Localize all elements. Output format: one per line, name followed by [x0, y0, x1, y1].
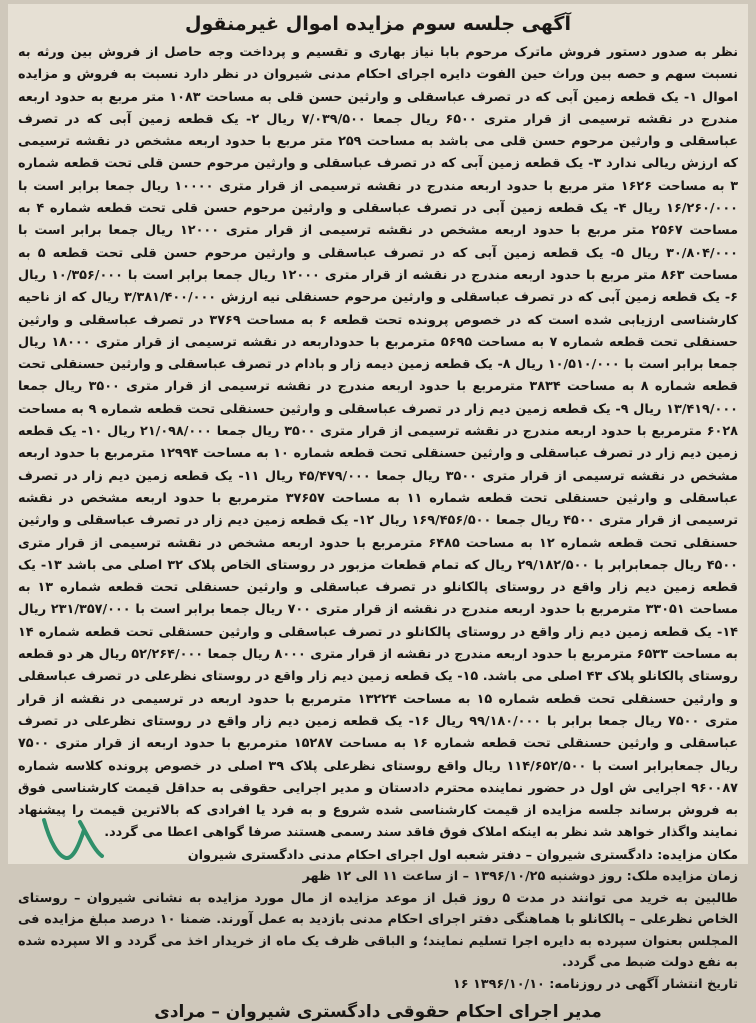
- auction-place: مکان مزایده: دادگستری شیروان – دفتر شعبه اول اجرای احکام مدنی دادگستری شیروان: [187, 847, 738, 863]
- notice-title: آگهی جلسه سوم مزایده اموال غیرمنقول: [185, 13, 571, 35]
- signature-line: مدیر اجرای احکام حقوقی دادگستری شیروان – مرادی: [154, 1002, 602, 1023]
- notice-sheet: [8, 4, 748, 1023]
- notice-body: نظر به صدور دستور فروش ماترک مرحوم بابا نیاز بهاری و تقسیم و پرداخت وجه حاصل از فروش بین ورثه به نسبت سهم و حصه بین وراث حین الفوت دایره اجرای احکام مدنی شیروان در نظر دارد نسبت به فروش و مزایده اموال ۱- یک قطعه زمین آبی که در تصرف عباسقلی و وارثین حسن قلی به مساحت ۱۰۸۳ متر مربع به حدود اربعه مندرج در نقشه ترسیمی از قرار متری ۶۵۰۰ ریال جمعا ۷/۰۳۹/۵۰۰ ریال ۲- یک قطعه زمین آبی که در تصرف عباسقلی و وارثین مرحوم حسن قلی می باشد به مساحت ۲۵۹ متر مربع با حدود اربعه مشخص در نقشه ترسیمی که ارزش ریالی ندارد ۳- یک قطعه زمین آبی که در تصرف عباسقلی و وارثین مرحوم حسن قلی تحت قطعه شماره ۳ به مساحت ۱۶۲۶ متر مربع با حدود اربعه مندرج در نقشه ترسیمی از قرار متری ۱۰۰۰۰ ریال جمعا برابر است با ۱۶/۲۶۰/۰۰۰ ریال ۴- یک قطعه زمین آبی در تصرف عباسقلی و وارثین مرحوم حسن قلی تحت قطعه شماره ۴ به مساحت ۲۵۶۷ متر مربع با حدود اربعه مشخص در نقشه ترسیمی از قرار متری ۱۲۰۰۰ ریال جمعا برابر است با ۳۰/۸۰۴/۰۰۰ ریال ۵- یک قطعه زمین آبی که در تصرف عباسقلی و وارثین مرحوم حسن قلی تحت قطعه ۵ به مساحت ۸۶۳ متر مربع با حدود اربعه مندرج در نقشه از قرار متری ۱۲۰۰۰ ریال جمعا برابر است با ۱۰/۳۵۶/۰۰۰ ریال ۶- یک قطعه زمین آبی که در تصرف عباسقلی و وارثین مرحوم حسنقلی نیه ارزش ۳/۳۸۱/۴۰۰/۰۰۰ ریال که از ناحیه کارشناسی ارزیابی شده است که در خصوص پرونده تحت قطعه ۶ به مساحت ۳۷۶۹ در تصرف عباسقلی و وارثین حسنقلی تحت قطعه شماره ۷ به مساحت ۵۶۹۵ مترمربع با حدوداربعه در نقشه ترسیمی از قرار متری ۱۸۰۰۰ ریال جمعا برابر است با ۱۰/۵۱۰/۰۰۰ ریال ۸- یک قطعه زمین دیمه زار و بادام در تصرف عباسقلی و وارثین حسنقلی تحت قطعه شماره ۸ به مساحت ۳۸۳۴ مترمربع با حدود اربعه مندرج در نقشه ترسیمی از قرار متری ۳۵۰۰ ریال جمعا ۱۳/۴۱۹/۰۰۰ ریال ۹- یک قطعه زمین دیم زار در تصرف عباسقلی و وارثین حسنقلی تحت قطعه شماره ۹ به مساحت ۶۰۲۸ مترمربع با حدود اربعه مندرج در نقشه ترسیمی از قرار متری ۳۵۰۰ ریال جمعا ۲۱/۰۹۸/۰۰۰ ریال ۱۰- یک قطعه زمین دیم زار در تصرف عباسقلی و وارثین حسنقلی تحت قطعه شماره ۱۰ به مساحت ۱۲۹۹۴ مترمربع با حدود اربعه مشخص در نقشه ترسیمی از قرار متری ۳۵۰۰ ریال جمعا ۴۵/۴۷۹/۰۰۰ ریال ۱۱- یک قطعه زمین دیم زار در تصرف عباسقلی و وارثین حسنقلی تحت قطعه شماره ۱۱ به مساحت ۳۷۶۵۷ مترمربع با حدود اربعه مشخص در نقشه ترسیمی از قرار متری ۴۵۰۰ ریال جمعا ۱۶۹/۴۵۶/۵۰۰ ریال ۱۲- یک قطعه زمین دیم زار در تصرف عباسقلی و وارثین حسنقلی تحت قطعه شماره ۱۲ به مساحت ۶۴۸۵ مترمربع با حدود اربعه مشخص در نقشه ترسیمی از قرار متری ۴۵۰۰ ریال جمعابرابر با ۲۹/۱۸۲/۵۰۰ ریال که تمام قطعات مزبور در روستای الخاص پلاک ۳۲ اصلی می باشد ۱۳- یک قطعه زمین دیم زار واقع در روستای پالکانلو در تصرف عباسقلی و وارثین حسنقلی تحت قطعه شماره ۱۳ به مساحت ۳۳۰۵۱ مترمربع با حدود اربعه مندرج در نقشه از قرار متری ۷۰۰ ریال جمعا برابر است با ۲۳۱/۳۵۷/۰۰۰ ریال ۱۴- یک قطعه زمین دیم زار واقع در روستای پالکانلو در تصرف عباسقلی و وارثین حسنقلی تحت قطعه شماره ۱۴ به مساحت ۶۵۳۳ مترمربع با حدود اربعه مندرج در نقشه از قرار متری ۸۰۰۰ ریال جمعا ۵۲/۲۶۴/۰۰۰ ریال هر دو قطعه روستای پالکانلو پلاک ۴۳ اصلی می باشد. ۱۵- یک قطعه زمین دیم زار واقع در روستای نظرعلی در تصرف عباسقلی و وارثین حسنقلی تحت قطعه شماره ۱۵ به مساحت ۱۳۲۲۴ مترمربع با حدود اربعه در ترسیمی در نقشه از قرار متری ۷۵۰۰ ریال جمعا برابر با ۹۹/۱۸۰/۰۰۰ ریال ۱۶- یک قطعه زمین دیم زار واقع در روستای نظرعلی در تصرف عباسقلی و وارثین حسنقلی تحت قطعه شماره ۱۶ به مساحت ۱۵۲۸۷ مترمربع با حدود اربعه از قرار متری ۷۵۰۰ ریال جمعابرابر است با ۱۱۴/۶۵۲/۵۰۰ ریال واقع روستای نظرعلی پلاک ۳۹ اصلی در خصوص پرونده کلاسه شماره ۹۶۰۰۸۷ اجرایی ش اول در حضور نماینده محترم دادستان و مدیر اجرایی حقوقی به حداقل قیمت کارشناسی فوق به فروش برساند جلسه مزایده از قیمت کارشناسی شده شروع و به فرد یا افرادی که بالاترین قیمت را پیشنهاد نمایند واگذار خواهد شد نظر به اینکه املاک فوق فاقد سند رسمی هستند صرفا گواهی اعطا می گردد.: [18, 45, 739, 841]
- visit-instructions: طالبین به خرید می توانند در مدت ۵ روز قبل از موعد مزایده از مال مورد مزایده به نشانی شیروان – روستای الخاص نظرعلی – پالکانلو با هماهنگی دفتر اجرای احکام مدنی بازدید به عمل آورند. ضمنا ۱۰ درصد مبلغ مزایده فی المجلس بعنوان سپرده به دایره اجرا تسلیم نمایند؛ و الباقی ظرف یک ماه از خریدار اخذ می گردد و الا سپرده شده به نفع دولت ضبط می گردد.: [18, 890, 738, 971]
- handwritten-mark-icon: [36, 812, 106, 862]
- auction-time: زمان مزایده ملک: روز دوشنبه ۱۳۹۶/۱۰/۲۵ – از ساعت ۱۱ الی ۱۲ ظهر: [302, 869, 738, 885]
- publish-date: تاریخ انتشار آگهی در روزنامه: ۱۳۹۶/۱۰/۱۰ ۱۶: [452, 976, 738, 992]
